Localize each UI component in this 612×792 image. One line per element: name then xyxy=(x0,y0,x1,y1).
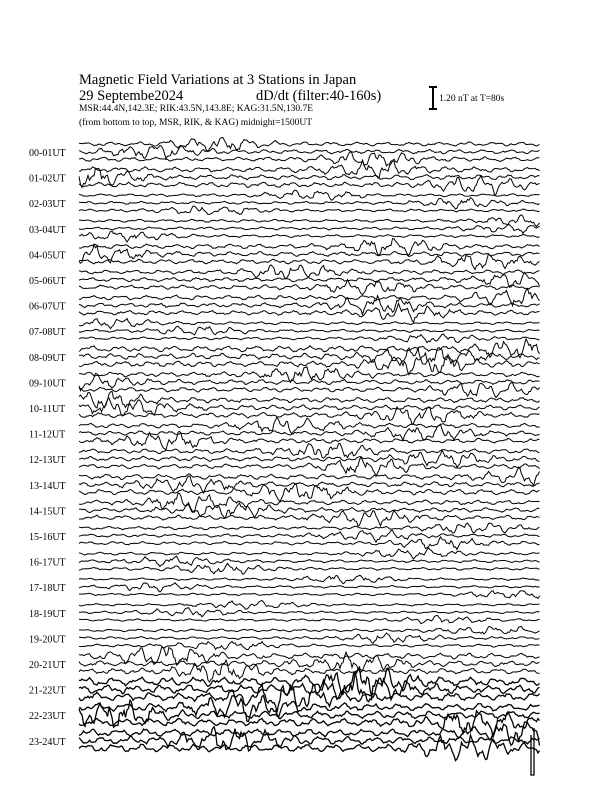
trace-kag xyxy=(79,575,540,584)
row-label: 16-17UT xyxy=(29,557,66,569)
trace-kag xyxy=(79,548,540,559)
trace-kag xyxy=(79,215,540,227)
station-coordinates: MSR:44.4N,142.3E; RIK:43.5N,143.8E; KAG:31.5N,130.7E xyxy=(79,104,314,114)
trace-rik xyxy=(79,272,540,287)
trace-spike xyxy=(531,728,534,775)
trace-kag xyxy=(79,493,540,512)
row-label: 11-12UT xyxy=(29,429,66,441)
row-label: 08-09UT xyxy=(29,352,66,364)
trace-msr xyxy=(79,254,540,270)
trace-rik xyxy=(79,326,540,335)
row-label: 02-03UT xyxy=(29,199,66,211)
trace-msr xyxy=(79,280,540,295)
row-label: 20-21UT xyxy=(29,660,66,671)
trace-rik xyxy=(79,556,540,566)
row-label: 18-19UT xyxy=(29,608,66,620)
trace-msr xyxy=(79,457,540,476)
row-label: 07-08UT xyxy=(29,327,66,339)
trace-msr xyxy=(79,383,540,398)
row-label: 05-06UT xyxy=(29,276,66,287)
station-order-note: (from bottom to top, MSR, RIK, & KAG) midnight=1500UT xyxy=(79,118,313,128)
trace-rik xyxy=(79,168,540,187)
trace-msr xyxy=(79,591,540,599)
trace-kag xyxy=(79,417,540,434)
row-label: 12-13UT xyxy=(29,455,66,467)
trace-kag xyxy=(79,523,540,533)
trace-kag xyxy=(79,468,540,486)
trace-rik xyxy=(79,225,540,234)
row-label: 21-22UT xyxy=(29,685,66,697)
trace-kag xyxy=(79,319,540,329)
trace-rik xyxy=(79,583,540,592)
trace-rik xyxy=(79,296,540,315)
chart-title: Magnetic Field Variations at 3 Stations in Japan xyxy=(79,72,357,88)
trace-kag xyxy=(79,289,540,306)
trace-rik xyxy=(79,608,540,617)
row-label: 13-14UT xyxy=(29,480,66,492)
trace-msr xyxy=(79,511,540,526)
trace-kag xyxy=(79,391,540,407)
trace-kag xyxy=(79,601,540,610)
trace-kag xyxy=(79,443,540,458)
trace-rik xyxy=(79,198,540,209)
row-label: 10-11UT xyxy=(29,404,66,415)
trace-msr xyxy=(79,735,540,760)
row-label: 01-02UT xyxy=(29,173,66,185)
trace-kag xyxy=(79,367,540,382)
trace-rik xyxy=(79,450,540,467)
trace-msr xyxy=(79,152,540,166)
chart-date: 29 Septembe2024 xyxy=(79,88,184,104)
trace-msr xyxy=(79,537,540,550)
trace-kag xyxy=(79,648,540,666)
row-label: 15-16UT xyxy=(29,532,66,543)
trace-kag xyxy=(79,265,540,279)
row-label: 14-15UT xyxy=(29,506,66,518)
row-label: 09-10UT xyxy=(29,378,66,390)
trace-rik xyxy=(79,633,540,643)
row-label: 22-23UT xyxy=(29,711,66,723)
chart-filter: dD/dt (filter:40-160s) xyxy=(256,88,382,104)
trace-msr xyxy=(79,206,540,214)
trace-rik xyxy=(79,425,540,441)
scale-label: 1.20 nT at T=80s xyxy=(439,94,505,104)
row-label: 03-04UT xyxy=(29,224,66,236)
row-label: 19-20UT xyxy=(29,634,66,646)
trace-kag xyxy=(79,339,540,358)
row-label: 04-05UT xyxy=(29,250,66,262)
trace-msr xyxy=(79,231,540,242)
row-label: 17-18UT xyxy=(29,583,66,595)
trace-rik xyxy=(79,145,540,158)
trace-kag xyxy=(79,626,540,634)
trace-kag xyxy=(79,160,540,178)
row-label: 23-24UT xyxy=(29,736,66,748)
row-label: 00-01UT xyxy=(29,148,66,159)
trace-msr xyxy=(79,563,540,574)
row-label: 06-07UT xyxy=(29,301,66,313)
trace-msr xyxy=(79,334,540,343)
trace-msr xyxy=(79,615,540,623)
trace-kag xyxy=(79,138,540,152)
trace-msr xyxy=(79,641,540,649)
